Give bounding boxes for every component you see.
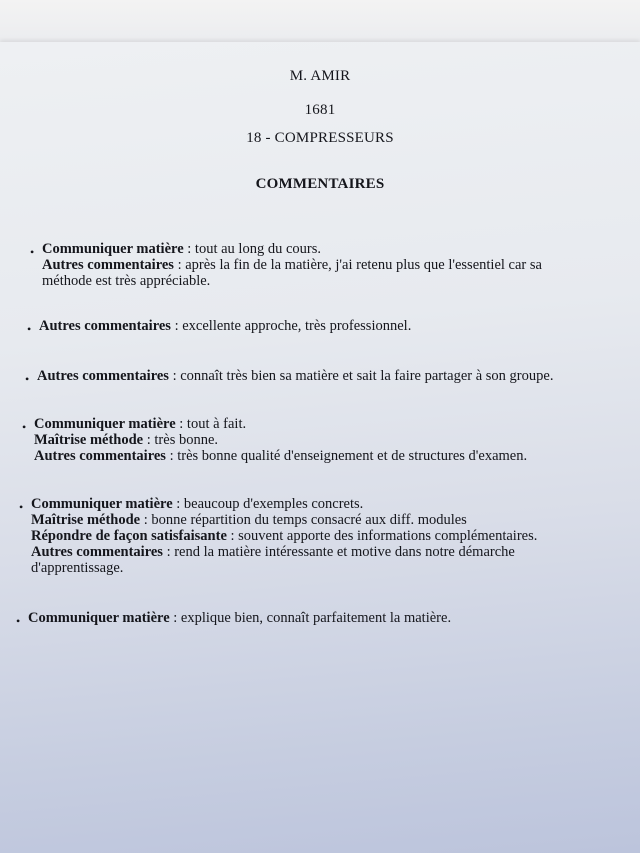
comment-text: : souvent apporte des informations complémentaires.	[226, 528, 538, 544]
comment-line	[31, 512, 537, 528]
bullet-icon: •	[16, 614, 21, 628]
comment-text: d'apprentissage.	[31, 560, 124, 576]
comment-label: Communiquer matière	[42, 241, 184, 257]
comment-label: Autres commentaires	[42, 257, 174, 273]
comment-entry	[42, 241, 542, 289]
comment-text: : bonne répartition du temps consacré aux diff. modules	[140, 512, 467, 528]
comment-label: Maîtrise méthode	[34, 432, 144, 448]
comment-text: : après la fin de la matière, j'ai retenu plus que l'essentiel car sa	[173, 257, 542, 273]
comment-line	[42, 257, 542, 273]
bullet-icon: •	[22, 420, 27, 434]
comment-line	[31, 496, 537, 512]
comment-line	[39, 318, 411, 334]
comment-line	[31, 528, 537, 544]
comment-entry	[37, 368, 553, 384]
table-surface	[0, 0, 640, 44]
bullet-icon: •	[27, 322, 32, 336]
comment-line	[42, 241, 542, 257]
section-title: COMMENTAIRES	[255, 176, 385, 192]
comment-text: méthode est très appréciable.	[42, 273, 211, 289]
comment-line	[31, 560, 537, 576]
comment-label: Autres commentaires	[37, 368, 169, 384]
comment-line	[34, 448, 527, 464]
comment-line	[37, 368, 553, 384]
comment-label: Maîtrise méthode	[31, 512, 141, 528]
comment-text: : très bonne qualité d'enseignement et de structures d'examen.	[165, 448, 528, 464]
comment-entry	[34, 416, 527, 464]
course-title: 18 - COMPRESSEURS	[246, 130, 394, 146]
comment-label: Communiquer matière	[31, 496, 173, 512]
comment-text: : connaît très bien sa matière et sait la faire partager à son groupe.	[168, 368, 554, 384]
comment-text: : très bonne.	[143, 432, 219, 448]
comment-entry	[39, 318, 411, 334]
comment-text: : tout au long du cours.	[183, 241, 321, 257]
bullet-icon: •	[25, 372, 30, 386]
comment-entry	[31, 496, 537, 576]
course-code: 1681	[304, 102, 336, 118]
comment-line	[31, 544, 537, 560]
comment-line	[34, 416, 527, 432]
comment-text: : rend la matière intéressante et motive dans notre démarche	[162, 544, 515, 560]
bullet-icon: •	[19, 500, 24, 514]
comment-label: Autres commentaires	[39, 318, 171, 334]
bullet-icon: •	[30, 245, 35, 259]
instructor-name: M. AMIR	[289, 68, 351, 84]
comment-text: : explique bien, connaît parfaitement la matière.	[169, 610, 452, 626]
comment-label: Autres commentaires	[31, 544, 163, 560]
comment-line	[28, 610, 451, 626]
comment-entry	[28, 610, 451, 626]
comment-label: Répondre de façon satisfaisante	[31, 528, 227, 544]
comment-label: Communiquer matière	[34, 416, 176, 432]
comment-text: : beaucoup d'exemples concrets.	[172, 496, 364, 512]
comment-text: : excellente approche, très professionnel.	[170, 318, 412, 334]
comment-label: Autres commentaires	[34, 448, 166, 464]
comment-text: : tout à fait.	[175, 416, 247, 432]
comment-line	[34, 432, 527, 448]
comment-label: Communiquer matière	[28, 610, 170, 626]
comment-line	[42, 273, 542, 289]
